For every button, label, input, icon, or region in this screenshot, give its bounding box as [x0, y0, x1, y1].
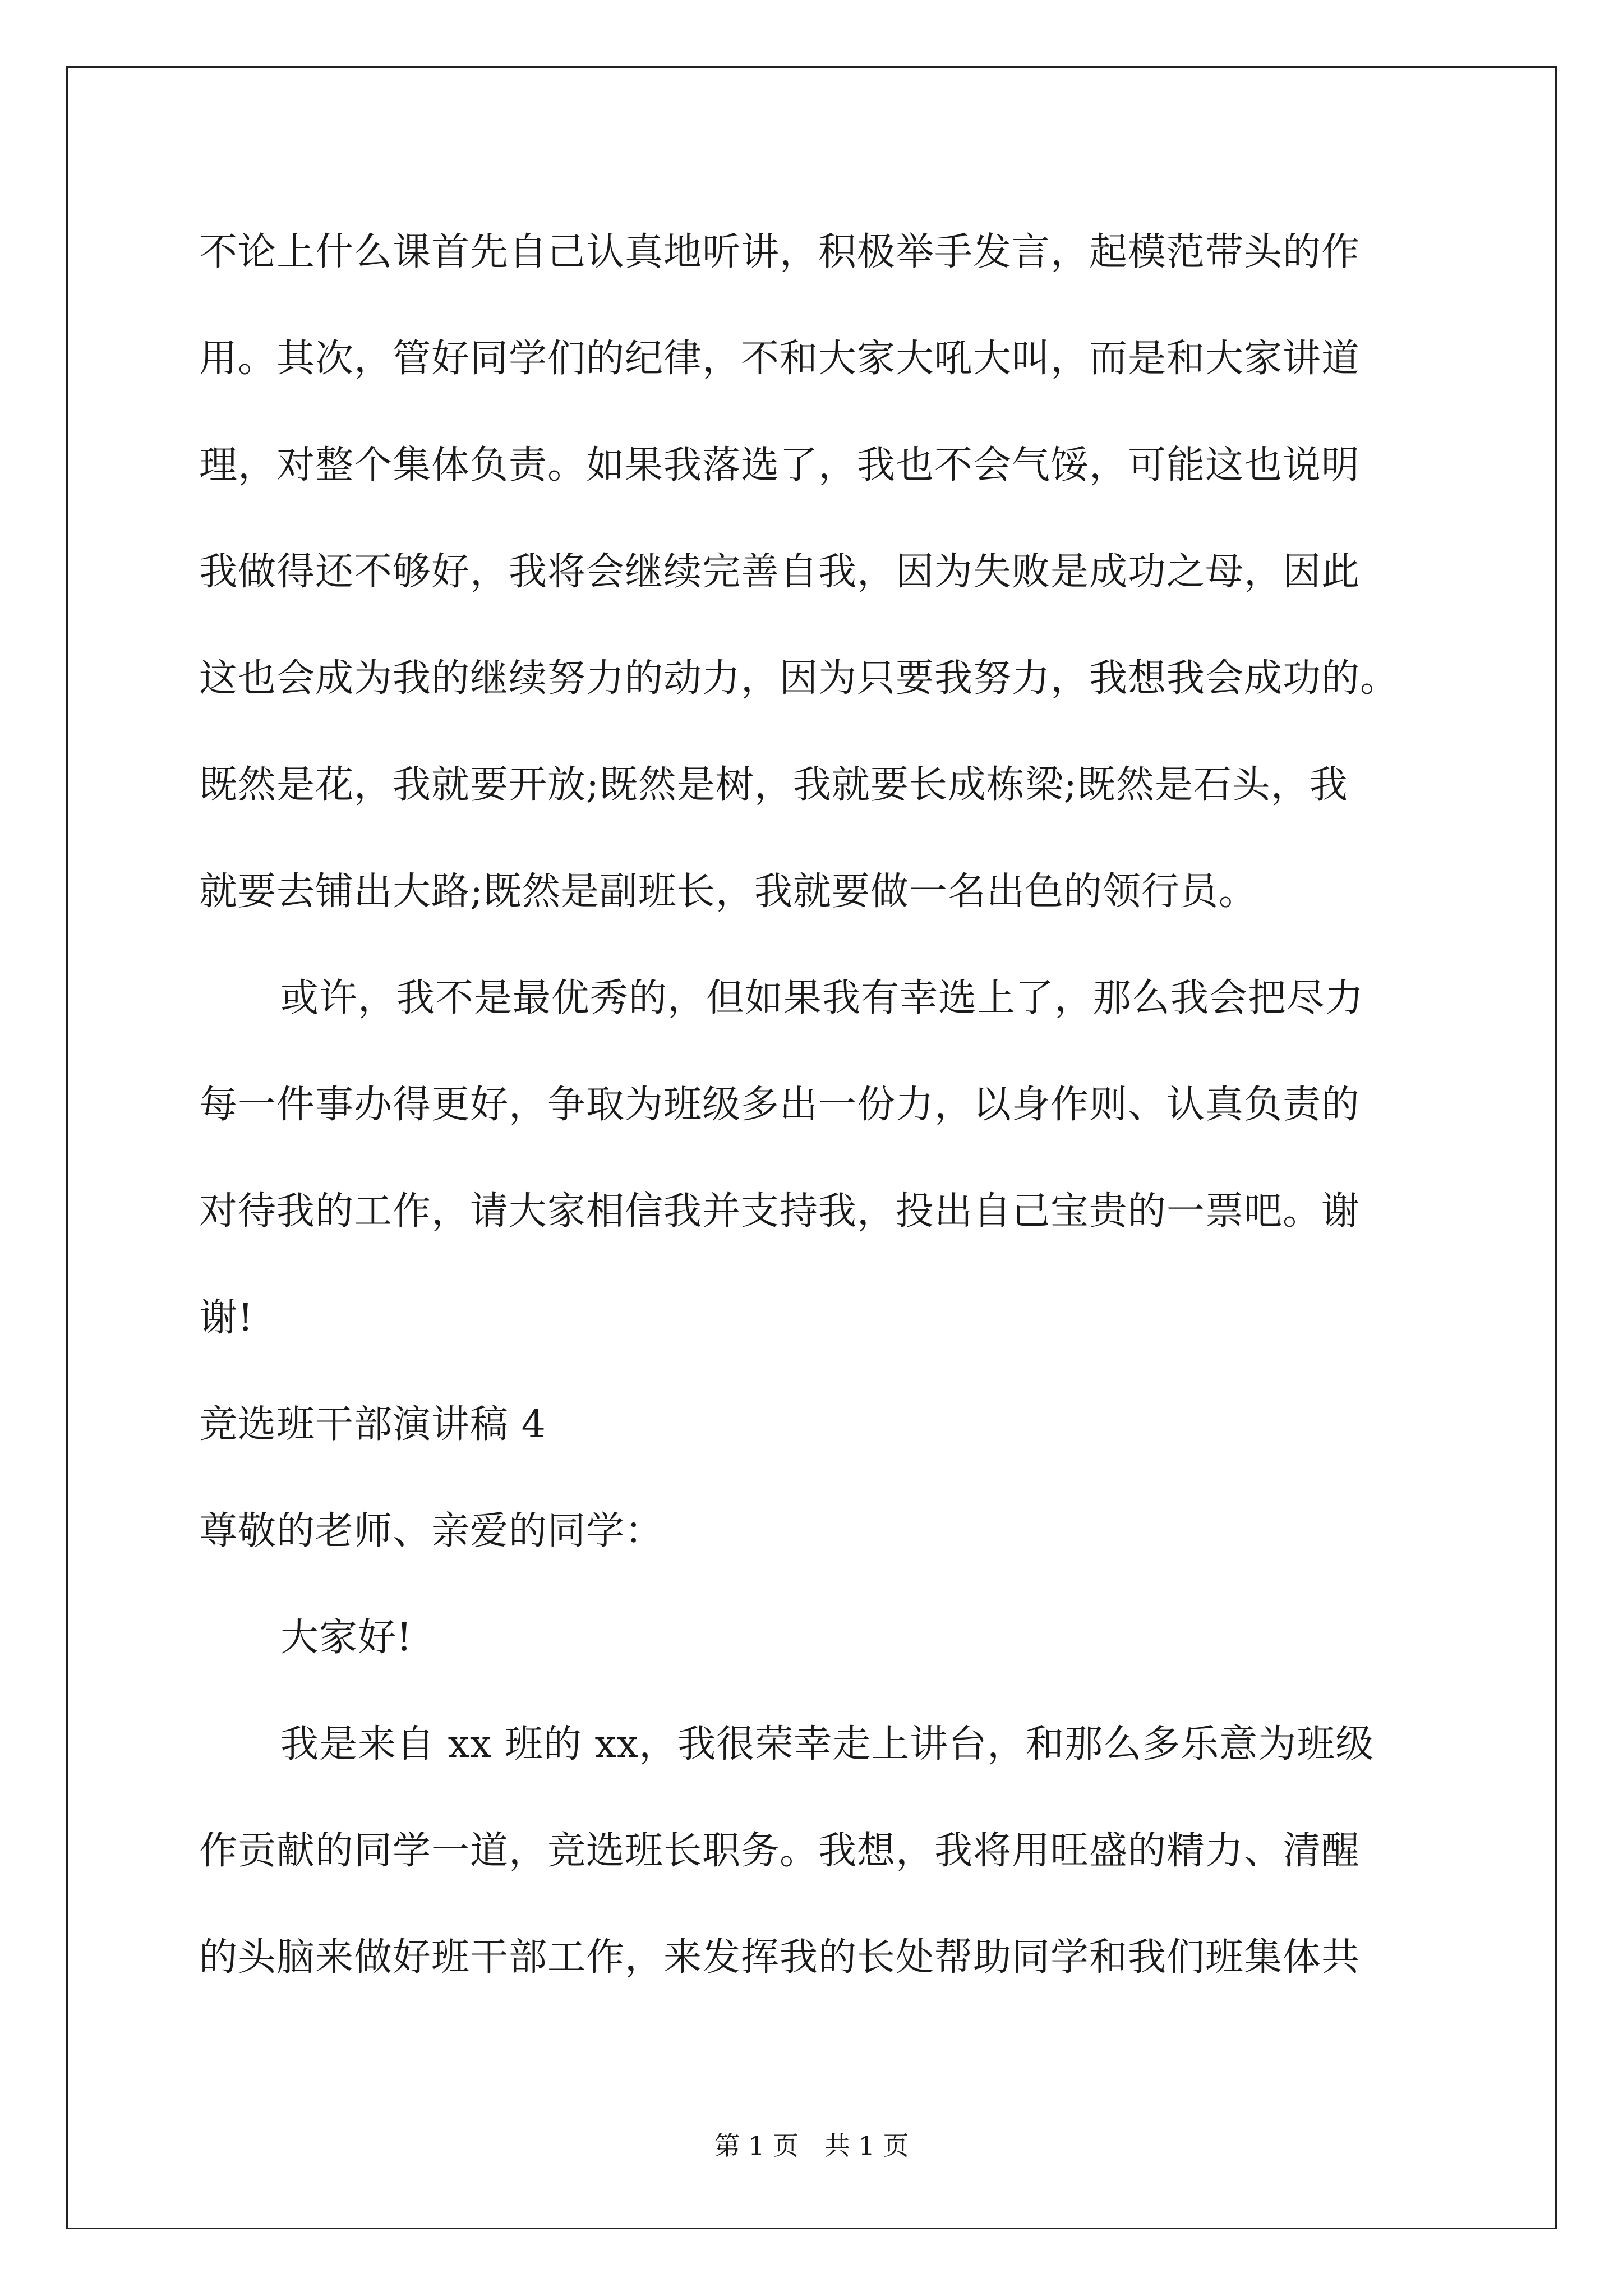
body-text-line: 用。其次，管好同学们的纪律，不和大家大吼大叫，而是和大家讲道	[199, 337, 1361, 381]
paragraph-first-line: 或许，我不是最优秀的，但如果我有幸选上了，那么我会把尽力	[280, 976, 1364, 1020]
body-text-line: 不论上什么课首先自己认真地听讲，积极举手发言，起模范带头的作	[199, 230, 1361, 274]
body-text-line: 既然是花，我就要开放;既然是树，我就要长成栋梁;既然是石头，我	[199, 763, 1348, 807]
body-text-line: 这也会成为我的继续努力的动力，因为只要我努力，我想我会成功的。	[199, 656, 1399, 701]
body-text-line: 作贡献的同学一道，竞选班长职务。我想，我将用旺盛的精力、清醒	[199, 1829, 1361, 1873]
salutation: 尊敬的老师、亲爱的同学：	[199, 1509, 664, 1553]
body-text-line: 我做得还不够好，我将会继续完善自我，因为失败是成功之母，因此	[199, 550, 1361, 594]
body-text-line: 理，对整个集体负责。如果我落选了，我也不会气馁，可能这也说明	[199, 443, 1361, 487]
paragraph-first-line: 我是来自 xx 班的 xx，我很荣幸走上讲台，和那么多乐意为班级	[280, 1722, 1375, 1766]
body-text-line: 谢!	[199, 1296, 254, 1340]
body-text-line: 的头脑来做好班干部工作，来发挥我的长处帮助同学和我们班集体共	[199, 1935, 1361, 1980]
page-frame	[66, 66, 1557, 2229]
body-text-line: 对待我的工作，请大家相信我并支持我，投出自己宝贵的一票吧。谢	[199, 1189, 1361, 1234]
page-footer: 第 1 页 共 1 页	[714, 2131, 909, 2161]
greeting: 大家好!	[280, 1616, 413, 1660]
body-text-line: 每一件事办得更好，争取为班级多出一份力，以身作则、认真负责的	[199, 1083, 1361, 1127]
section-title: 竞选班干部演讲稿 4	[199, 1402, 546, 1447]
body-text-line: 就要去铺出大路;既然是副班长，我就要做一名出色的领行员。	[199, 869, 1257, 914]
